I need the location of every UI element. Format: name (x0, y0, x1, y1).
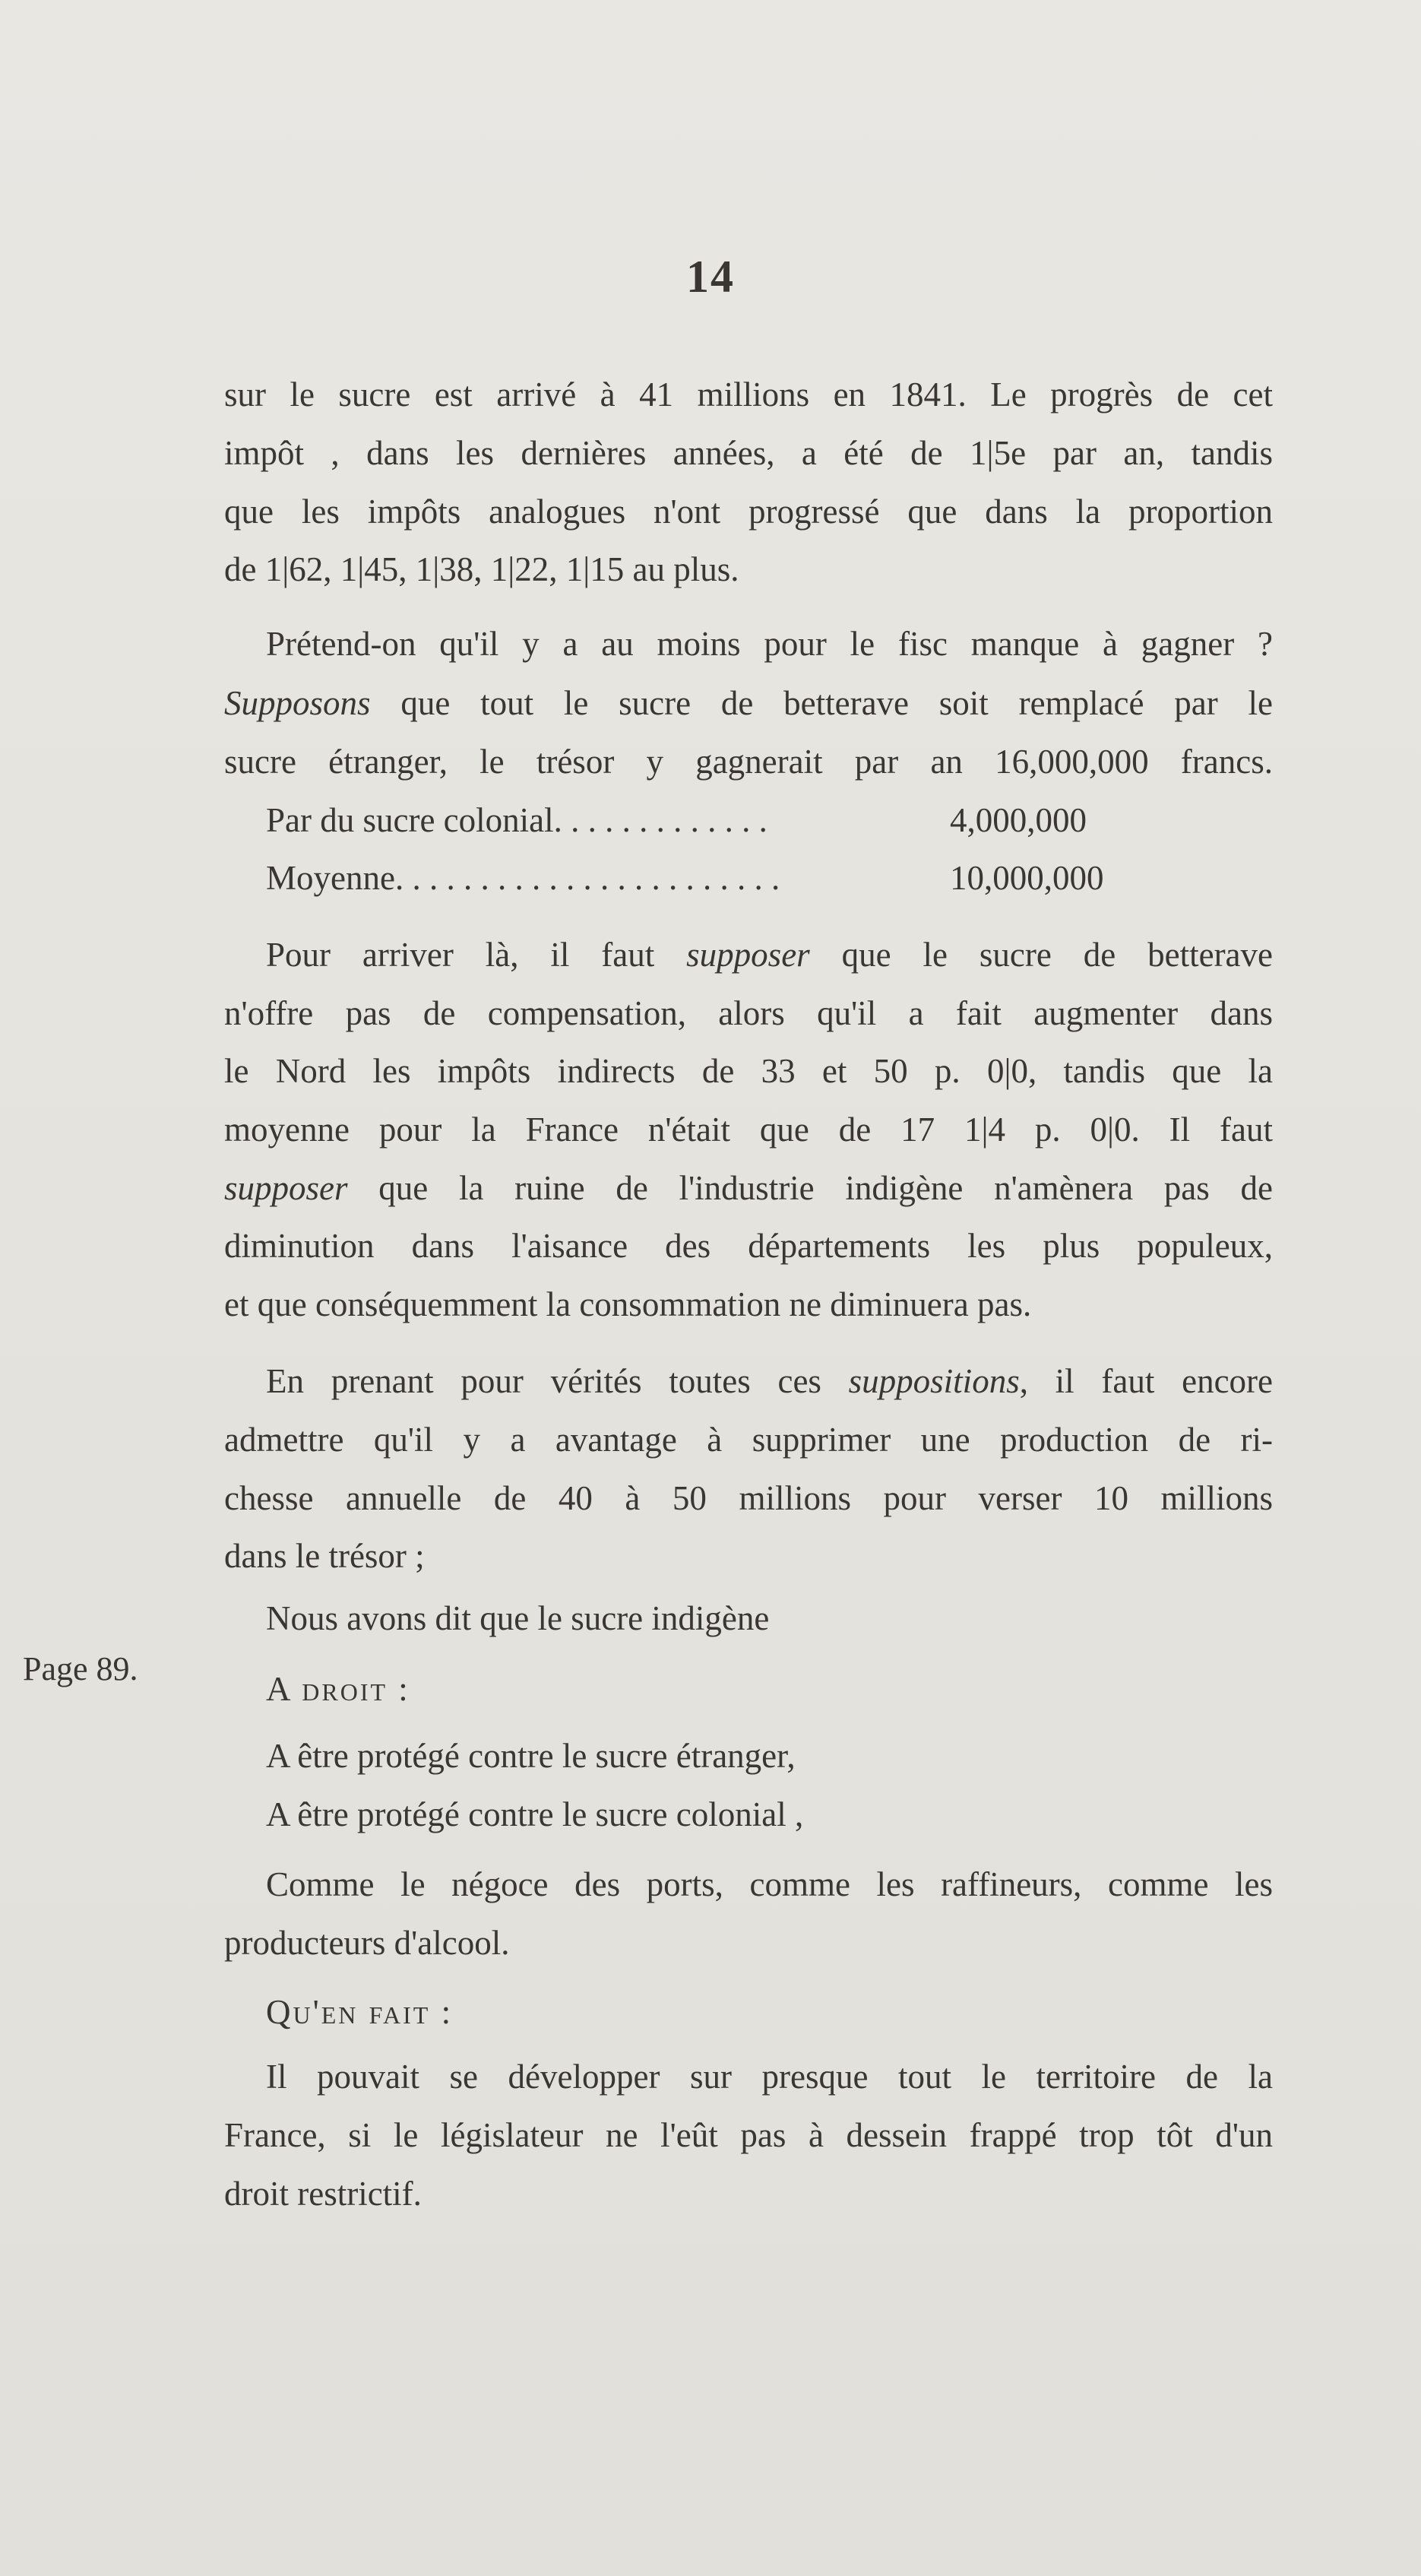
emphasis-text: suppositions (848, 1362, 1020, 1400)
text-line (266, 938, 1273, 972)
list-item: A être protégé contre le sucre étranger, (266, 1737, 796, 1775)
text-span: En prenant pour vérités toutes ces (266, 1362, 849, 1400)
text-span: que le sucre de betterave (809, 936, 1273, 974)
text-line: n'offre pas de compensation, alors qu'il a fait augmenter dans (224, 994, 1273, 1032)
margin-note: Page 89. (23, 1650, 138, 1687)
text-line: que les impôts analogues n'ont progressé que dans la proportion (224, 493, 1273, 531)
text-line: impôt , dans les dernières années, a été de 1|5e par an, tandis (224, 434, 1273, 472)
text-line (224, 1171, 1273, 1206)
text-span: que la ruine de l'industrie indigène n'amènera pas de (347, 1169, 1273, 1207)
text-line (266, 1364, 1273, 1399)
ledger-label: Moyenne. . . . . . . . . . . . . . . . . . . . . . . (266, 859, 780, 897)
emphasis-text: Supposons (224, 684, 371, 722)
text-line: Il pouvait se développer sur presque tout le territoire de la (266, 2058, 1273, 2096)
section-heading: A droit : (266, 1670, 410, 1708)
text-line: diminution dans l'aisance des départements les plus populeux, (224, 1227, 1273, 1265)
ledger-amount: 10,000,000 (950, 859, 1104, 897)
text-span: , il faut encore (1019, 1362, 1273, 1400)
page-number: 14 (686, 252, 735, 302)
text-line: France, si le législateur ne l'eût pas à dessein frappé trop tôt d'un (224, 2116, 1273, 2154)
text-line: moyenne pour la France n'était que de 17 1|4 p. 0|0. Il faut (224, 1111, 1273, 1149)
emphasis-text: supposer (686, 936, 810, 974)
text-line: dans le trésor ; (224, 1537, 425, 1575)
text-line: le Nord les impôts indirects de 33 et 50 p. 0|0, tandis que la (224, 1052, 1273, 1090)
text-line: et que conséquemment la consommation ne diminuera pas. (224, 1285, 1032, 1323)
text-line: de 1|62, 1|45, 1|38, 1|22, 1|15 au plus. (224, 550, 739, 588)
text-span: que tout le sucre de betterave soit remplacé par le (370, 684, 1273, 722)
list-item: A être protégé contre le sucre colonial , (266, 1795, 804, 1833)
text-line: Nous avons dit que le sucre indigène (266, 1599, 770, 1637)
text-line: Prétend-on qu'il y a au moins pour le fisc manque à gagner ? (266, 625, 1273, 663)
emphasis-text: supposer (224, 1169, 348, 1207)
text-line: admettre qu'il y a avantage à supprimer une production de ri- (224, 1421, 1273, 1459)
text-line: droit restrictif. (224, 2175, 422, 2213)
text-line (224, 686, 1273, 721)
ledger-label: Par du sucre colonial. . . . . . . . . . . . . (266, 801, 767, 839)
text-line: sucre étranger, le trésor y gagnerait par an 16,000,000 francs. (224, 743, 1273, 781)
text-line: producteurs d'alcool. (224, 1924, 510, 1962)
text-line: chesse annuelle de 40 à 50 millions pour verser 10 millions (224, 1479, 1273, 1517)
ledger-row (266, 801, 1087, 839)
text-line: Comme le négoce des ports, comme les raffineurs, comme les (266, 1865, 1273, 1903)
ledger-row (266, 859, 1104, 897)
text-line: sur le sucre est arrivé à 41 millions en 1841. Le progrès de cet (224, 375, 1273, 413)
ledger-amount: 4,000,000 (950, 801, 1087, 839)
text-span: Pour arriver là, il faut (266, 936, 687, 974)
section-heading: Qu'en fait : (266, 1993, 454, 2031)
